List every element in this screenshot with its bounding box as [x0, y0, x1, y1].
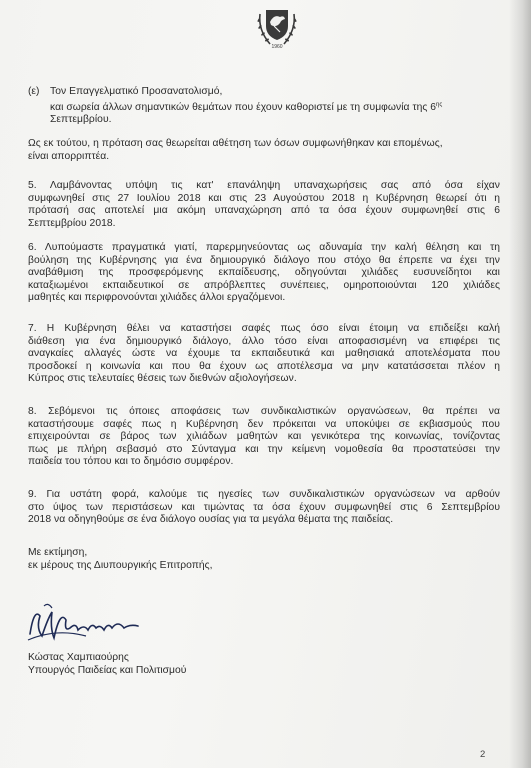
closing-line: Με εκτίμηση, — [28, 547, 88, 558]
conclusion-paragraph — [28, 138, 500, 163]
item-e-label: (ε) — [28, 86, 40, 97]
closing-line: εκ μέρους της Διυπουργικής Επιτροπής, — [28, 559, 213, 571]
paragraph-line: είναι απορριπτέα. — [28, 150, 110, 162]
paragraph-8 — [28, 406, 500, 469]
paragraph-line: Κύπρος στις τελευταίες θέσεις των διεθνών αξιολογήσεων. — [28, 373, 297, 385]
item-e-line: Τον Επαγγελματικό Προσανατολισμό, — [50, 86, 223, 97]
paragraph-line: προσδοκεί η κοινωνία και που θα έχουν ως αποτέλεσμα να μην κατατάσσεται πλέον η — [28, 360, 500, 372]
paragraph-line: 5. Λαμβάνοντας υπόψη τις κατ' επανάληψη υπαναχωρήσεις σας από όσα είχαν — [28, 180, 500, 191]
paragraph-line: 2018 να οδηγηθούμε σε ένα διάλογο ουσίας για τα μεγάλα θέματα της παιδείας. — [28, 514, 394, 526]
svg-text:1960: 1960 — [271, 44, 283, 50]
paragraph-6 — [28, 242, 500, 305]
paragraph-9 — [28, 489, 500, 527]
paragraph-line: στο ύψος των περιστάσεων και τιμώντας τα όσα έχουν συμφωνηθεί στις 6 Σεπτεμβρίου — [28, 501, 500, 513]
paragraph-line: επιχειρούνται σε βάρος των χιλιάδων μαθητών και γενικότερα της κοινωνίας, τονίζοντας — [28, 431, 500, 443]
paragraph-line: βούληση της Κυβέρνησης για ένα δημιουργικό διάλογο που στόχο θα έπρεπε να έχει την — [28, 254, 500, 266]
paragraph-line: παιδεία του τόπου και το δημόσιο συμφέρον. — [28, 456, 234, 468]
paragraph-line: πρότασή σας αποτελεί μια ακόμη υπαναχώρηση από τα όσα έχουν συμφωνηθεί στις 6 — [28, 205, 500, 217]
signature-icon — [26, 598, 146, 648]
paragraph-line: Σεπτεμβρίου 2018. — [28, 217, 116, 229]
page-number: 2 — [480, 749, 486, 760]
paragraph-line: αναγκαίες αλλαγές ώστε να έχουμε τα εκπαιδευτικά και μαθησιακά αποτελέσματα που — [28, 348, 500, 360]
paragraph-line: αναβάθμιση της προσφερόμενης εκπαίδευσης, οδηγούνται χιλιάδες ευσυνείδητοι και — [28, 267, 500, 279]
coat-of-arms-icon — [254, 4, 300, 50]
paragraph-line: πως με πλήρη σεβασμό στο Σύνταγμα και την κείμενη νομοθεσία θα προστατεύσει την — [28, 443, 500, 455]
page-edge-shadow — [509, 0, 531, 768]
item-e-text — [50, 86, 500, 127]
closing — [28, 547, 500, 572]
paragraph-line: συμφωνηθεί στις 27 Ιουλίου 2018 και στις 23 Αυγούστου 2018 η Κυβέρνηση θεωρεί ότι η — [28, 192, 500, 204]
paragraph-line: 9. Για υστάτη φορά, καλούμε τις ηγεσίες των συνδικαλιστικών οργανώσεων να αρθούν — [28, 489, 500, 500]
item-e-line: και σωρεία άλλων σημαντικών θεμάτων που έχουν καθοριστεί με τη συμφωνία της $6^{\eta\varsigma}$ — [50, 101, 443, 113]
paragraph-7 — [28, 323, 500, 386]
signatory-title: Υπουργός Παιδείας και Πολιτισμού — [28, 665, 187, 676]
paragraph-line: καταστήσουμε σαφές πως η Κυβέρνηση δεν πρόκειται να υποκύψει σε εκβιασμούς που — [28, 418, 500, 430]
paragraph-line: 8. Σεβόμενοι τις όποιες αποφάσεις των συνδικαλιστικών οργανώσεων, θα πρέπει να — [28, 406, 500, 417]
signatory-name: Κώστας Χαμπιαούρης — [28, 652, 129, 663]
paragraph-line: μαθητές και περιφρονούνται χιλιάδες άλλοι εργαζόμενοι. — [28, 292, 286, 304]
paragraph-line: καταξιωμένοι εκπαιδευτικοί σε απρόβλεπτες συνέπειες, ομηροποιούνται 120 χιλιάδες — [28, 279, 500, 291]
item-e-line: Σεπτεμβρίου. — [50, 114, 112, 126]
paragraph-line: 6. Λυπούμαστε πραγματικά γιατί, παρερμηνεύοντας ως αδυναμία την καλή θέληση και τη — [28, 242, 500, 253]
paragraph-line: Ως εκ τούτου, η πρόταση σας θεωρείται αθέτηση των όσων συμφωνήθηκαν και επομένως, — [28, 138, 443, 149]
paragraph-line: διάθεση για ένα δημιουργικό διάλογο, άλλο τόσο είναι αποφασισμένη να επιφέρει τις — [28, 335, 500, 347]
signatory-block — [28, 651, 186, 677]
paragraph-5 — [28, 180, 500, 230]
paragraph-line: 7. Η Κυβέρνηση θέλει να καταστήσει σαφές πως όσο είναι έτοιμη να επιδείξει καλή — [28, 323, 500, 334]
ordinal-superscript: ης — [436, 101, 443, 108]
